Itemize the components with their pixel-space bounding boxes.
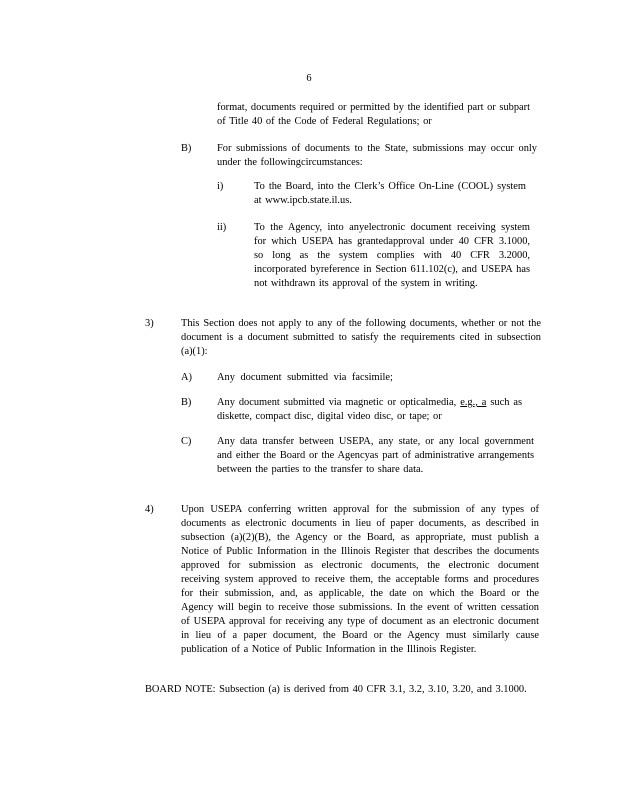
board-note: BOARD NOTE: Subsection (a) is derived from 40 CFR 3.1, 3.2, 3.10, 3.20, and 3.1000. (145, 684, 527, 695)
item-3b-label: B) (181, 397, 192, 408)
item-4-label: 4) (145, 504, 154, 515)
item-3b-eg: e.g., a (460, 397, 487, 408)
item-3c-text: Any data transfer between USEPA, any state, or any local government and either the Board or the Agencyas part of administrative arrangements between the parties to the transfer to share data. (217, 436, 534, 475)
sub-i-label: i) (217, 181, 224, 192)
item-3c-label: C) (181, 436, 192, 447)
item-3a-text: Any document submitted via facsimile; (217, 372, 393, 383)
item-b-label: B) (181, 143, 192, 154)
item-4-text: Upon USEPA conferring written approval for the submission of any types of documents as electronic documents in lieu of paper documents, as described in subsection (a)(2)(B), the Agency or the Board, as appropriate, must publish a Notice of Public Information in the Illinois Register that describes the documents approved for submission as electronic documents, the electronic document receiving system approved to receive them, the acceptable forms and procedures for their submission, and, as applicable, the date on which the Board or the Agency will begin to receive those submissions. In the event of written cessation of USEPA approval for receiving any type of document as an electronic document in lieu of a paper document, the Board or the Agency must similarly cause publication of a Notice of Public Information in the Illinois Register. (181, 504, 539, 655)
item-3-label: 3) (145, 318, 154, 329)
sub-ii-label: ii) (217, 222, 227, 233)
continued-paragraph: format, documents required or permitted by the identified part or subpart of Title 40 of the Code of Federal Regulations; or (217, 102, 530, 127)
item-3a-label: A) (181, 372, 192, 383)
item-b-text: For submissions of documents to the State, submissions may occur only under the followingcircumstances: (217, 143, 537, 168)
page-number: 6 (306, 73, 312, 84)
item-3b-text (217, 396, 522, 424)
sub-i-text: To the Board, into the Clerk’s Office On-Line (COOL) system at www.ipcb.state.il.us. (254, 181, 526, 206)
item-3b-text-post: such as diskette, compact disc, digital video disc, or tape; or (217, 397, 522, 422)
sub-ii-text: To the Agency, into anyelectronic document receiving system for which USEPA has grantedapproval under 40 CFR 3.1000, so long as the system complies with 40 CFR 3.2000, incorporated byreference in Section 611.102(c), and USEPA has not withdrawn its approval of the system in writing. (254, 222, 530, 289)
item-3-text: This Section does not apply to any of the following documents, whether or not the document is a document submitted to satisfy the requirements cited in subsection (a)(1): (181, 318, 541, 357)
item-3b-text-pre: Any document submitted via magnetic or opticalmedia, (217, 397, 461, 408)
